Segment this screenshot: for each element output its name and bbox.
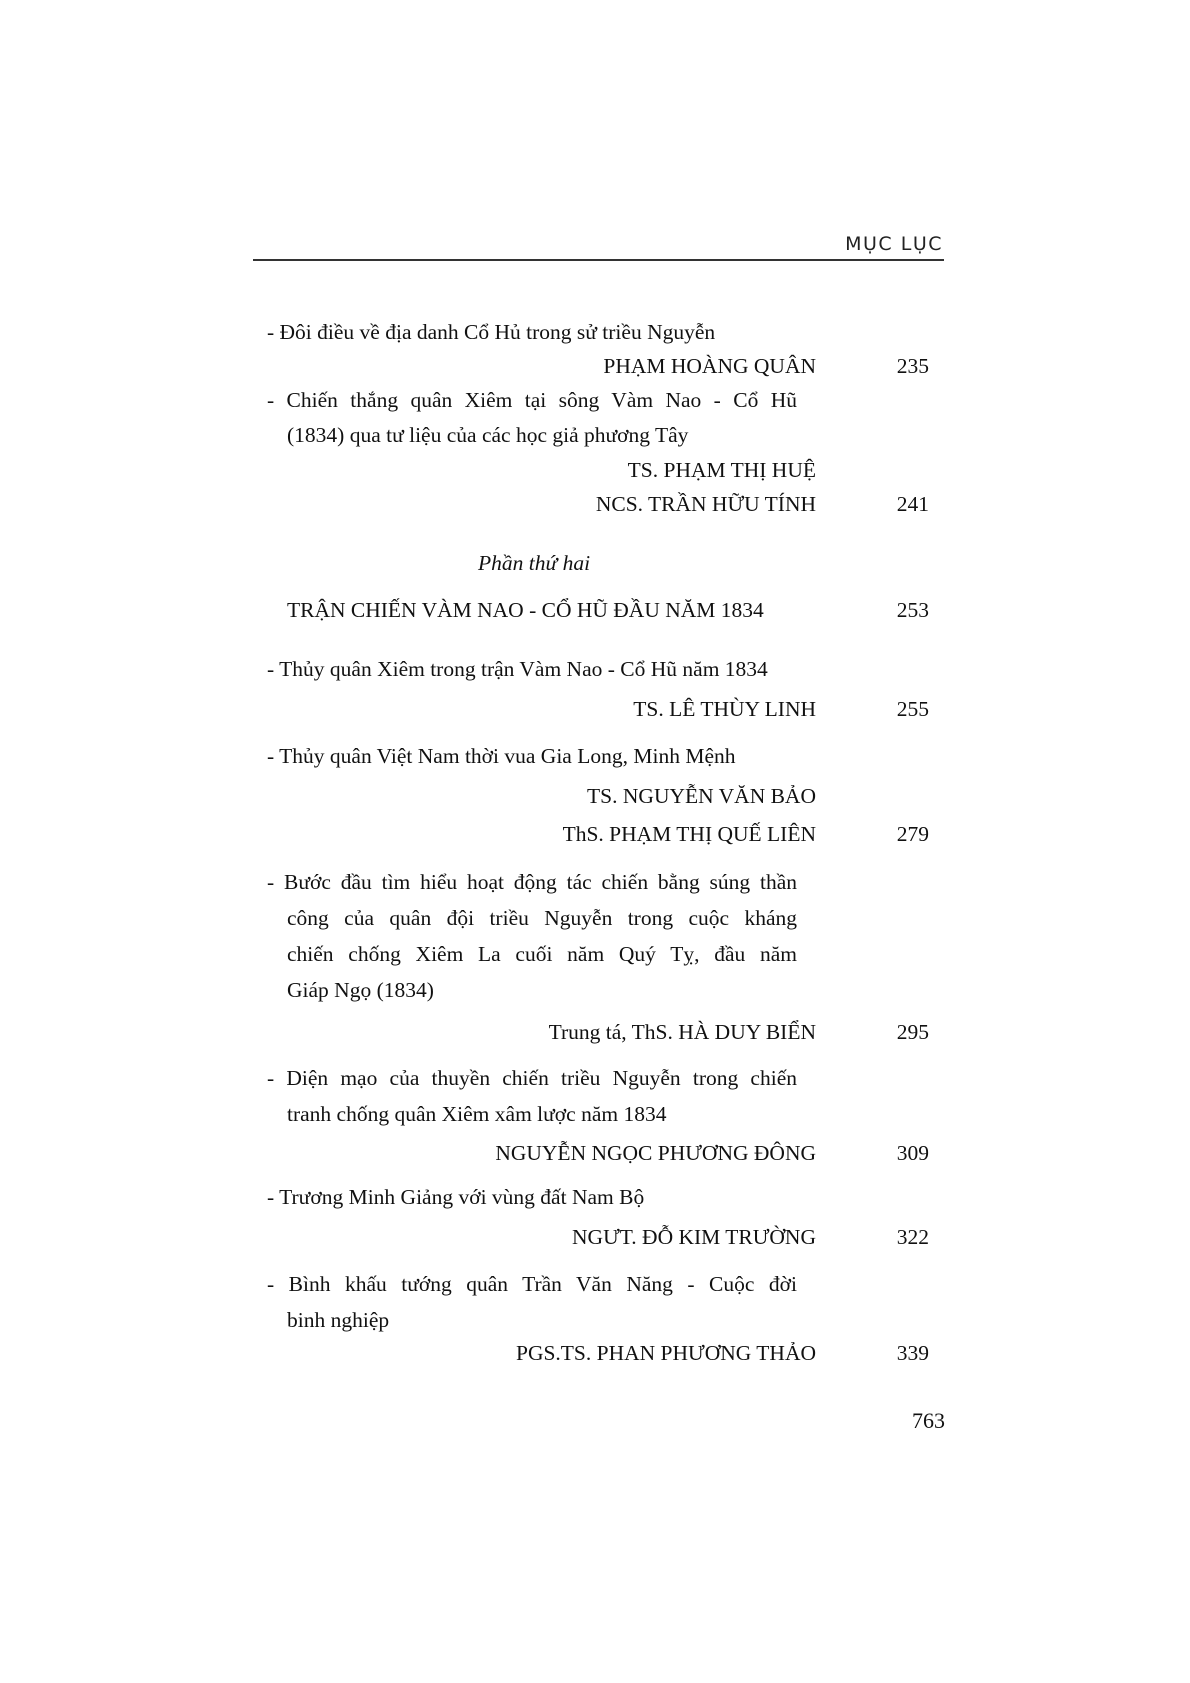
entry-page-number: 339 (896, 1341, 929, 1365)
entry-title: - Thủy quân Việt Nam thời vua Gia Long, Minh Mệnh (267, 744, 736, 768)
page-number: 763 (912, 1408, 945, 1433)
entry-title: - Đôi điều về địa danh Cổ Hủ trong sử triều Nguyễn (267, 320, 716, 344)
entry-author: TS. NGUYỄN VĂN BẢO (587, 784, 816, 808)
entry-author: ThS. PHẠM THỊ QUẾ LIÊN (562, 822, 816, 846)
entry-page-number: 309 (896, 1141, 929, 1165)
part-label: Phần thứ hai (478, 551, 591, 575)
entry-author: PGS.TS. PHAN PHƯƠNG THẢO (515, 1341, 816, 1365)
entry-author: TS. LÊ THÙY LINH (633, 697, 816, 721)
entry-title-continued: công của quân đội triều Nguyễn trong cuộc kháng (287, 906, 797, 930)
entry-page-number: 279 (896, 822, 929, 846)
entry-title: - Diện mạo của thuyền chiến triều Nguyễn trong chiến (267, 1066, 797, 1090)
entry-title: - Chiến thắng quân Xiêm tại sông Vàm Nao - Cổ Hũ (267, 388, 797, 412)
entry-author: NCS. TRẦN HỮU TÍNH (595, 492, 816, 516)
entry-author: PHẠM HOÀNG QUÂN (603, 354, 816, 378)
entry-page-number: 235 (896, 354, 929, 378)
entry-page-number: 322 (896, 1225, 929, 1249)
entry-title-continued: binh nghiệp (287, 1308, 390, 1332)
entry-page-number: 241 (896, 492, 929, 516)
entry-author: TS. PHẠM THỊ HUỆ (627, 458, 816, 482)
entry-title: - Thủy quân Xiêm trong trận Vàm Nao - Cổ Hũ năm 1834 (267, 657, 768, 681)
entry-page-number: 295 (896, 1020, 929, 1044)
entry-title: - Bình khấu tướng quân Trần Văn Năng - Cuộc đời (267, 1272, 797, 1296)
entry-author: NGUYỄN NGỌC PHƯƠNG ĐÔNG (495, 1141, 816, 1165)
entry-title: - Bước đầu tìm hiểu hoạt động tác chiến bằng súng thần (267, 870, 797, 894)
entry-title: - Trương Minh Giảng với vùng đất Nam Bộ (267, 1185, 645, 1209)
entry-author: NGƯT. ĐỖ KIM TRƯỜNG (572, 1225, 816, 1249)
header-divider (253, 259, 944, 261)
part-page-number: 253 (896, 598, 929, 622)
entry-title-continued: chiến chống Xiêm La cuối năm Quý Tỵ, đầu năm (287, 942, 797, 966)
entry-title-continued: Giáp Ngọ (1834) (287, 978, 434, 1002)
entry-author: Trung tá, ThS. HÀ DUY BIỂN (548, 1020, 816, 1044)
entry-title-continued: tranh chống quân Xiêm xâm lược năm 1834 (287, 1102, 667, 1126)
entry-page-number: 255 (896, 697, 929, 721)
page-title: MỤC LỤC (845, 233, 943, 255)
entry-title-continued: (1834) qua tư liệu của các học giả phương Tây (287, 423, 689, 447)
part-title: TRẬN CHIẾN VÀM NAO - CỔ HŨ ĐẦU NĂM 1834 (287, 598, 764, 622)
